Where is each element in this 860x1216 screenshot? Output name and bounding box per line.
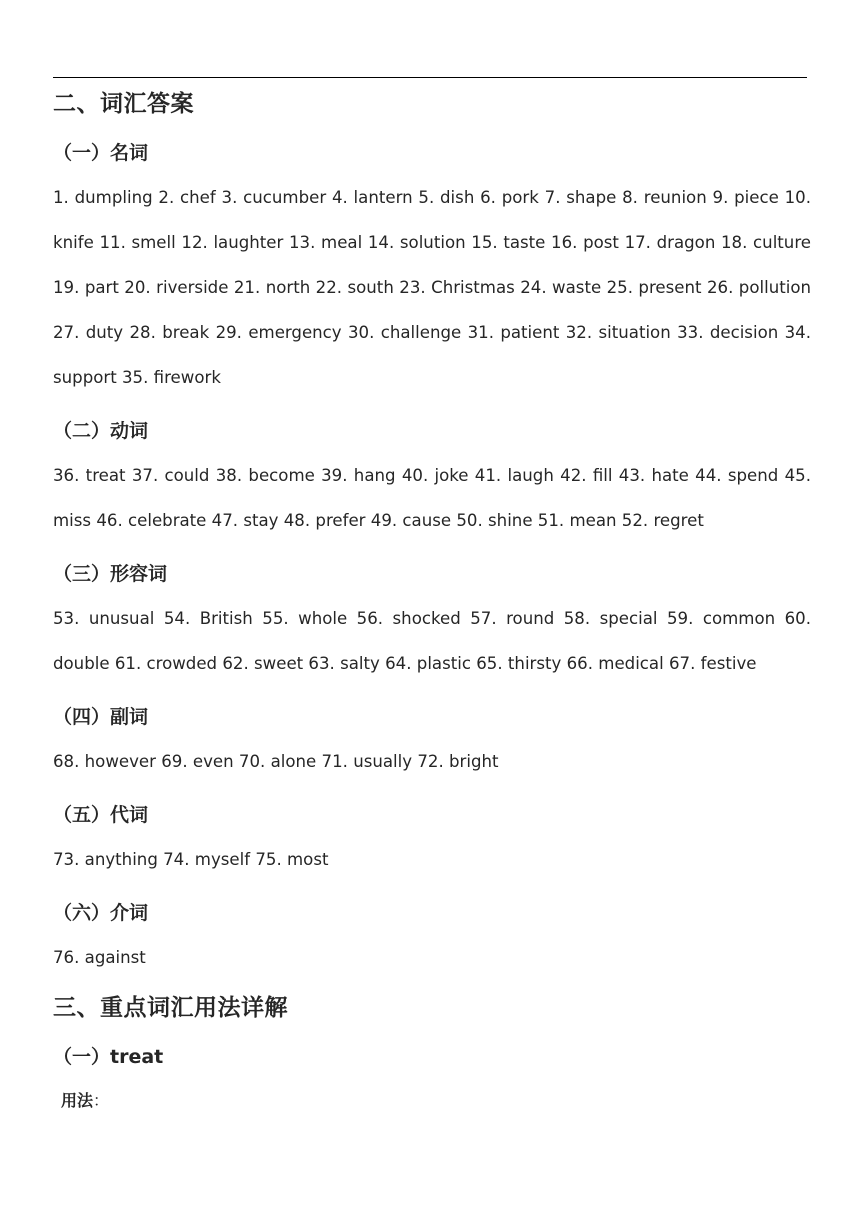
verbs-heading: （二）动词 bbox=[53, 420, 149, 442]
treat-heading: （一）treat bbox=[53, 1046, 164, 1068]
adjectives-answers: 53. unusual 54. British 55. whole 56. shocked 57. round 58. special 59. common 60. double 61. crowded 62. sweet 63. salty 64. plastic 65. thirsty 66. medical 67. festive bbox=[53, 609, 811, 673]
usage-line bbox=[61, 1086, 811, 1116]
section-3-title: 三、重点词汇用法详解 bbox=[53, 995, 288, 1021]
pronouns-heading: （五）代词 bbox=[53, 804, 149, 826]
top-rule bbox=[53, 77, 807, 78]
usage-label: 用法 bbox=[61, 1091, 94, 1110]
section-2-title: 二、词汇答案 bbox=[53, 91, 194, 117]
prepositions-answers: 76. against bbox=[53, 948, 146, 967]
pronouns-answers: 73. anything 74. myself 75. most bbox=[53, 850, 329, 869]
document-body bbox=[53, 86, 811, 1116]
verbs-answers: 36. treat 37. could 38. become 39. hang 40. joke 41. laugh 42. fill 43. hate 44. spend 45. miss 46. celebrate 47. stay 48. prefer 49. cause 50. shine 51. mean 52. regret bbox=[53, 466, 811, 530]
prepositions-heading: （六）介词 bbox=[53, 902, 149, 924]
nouns-heading: （一）名词 bbox=[53, 142, 149, 164]
adverbs-heading: （四）副词 bbox=[53, 706, 149, 728]
usage-colon: ： bbox=[93, 1091, 110, 1110]
nouns-answers: 1. dumpling 2. chef 3. cucumber 4. lantern 5. dish 6. pork 7. shape 8. reunion 9. piece 10. knife 11. smell 12. laughter 13. meal 14. solution 15. taste 16. post 17. dragon 18. culture 19. part 20. riverside 21. north 22. south 23. Christmas 24. waste 25. present 26. pollution 27. duty 28. break 29. emergency 30. challenge 31. patient 32. situation 33. decision 34. support 35. firework bbox=[53, 188, 811, 387]
adverbs-answers: 68. however 69. even 70. alone 71. usually 72. bright bbox=[53, 752, 499, 771]
adjectives-heading: （三）形容词 bbox=[53, 563, 168, 585]
